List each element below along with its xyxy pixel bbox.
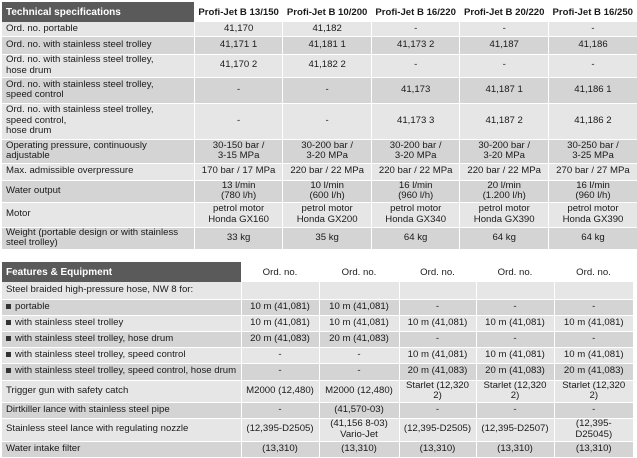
row-label bbox=[2, 331, 241, 347]
row-label bbox=[2, 36, 194, 54]
cell-value: - bbox=[319, 347, 399, 363]
table-row bbox=[2, 331, 633, 347]
cell-value: M2000 (12,480) bbox=[319, 380, 399, 402]
cell-value: - bbox=[548, 22, 637, 36]
bullet-square-icon bbox=[6, 352, 11, 357]
cell-value: (13,310) bbox=[554, 441, 633, 457]
row-label-text: with stainless steel trolley, speed control, hose drum bbox=[15, 365, 237, 377]
cell-value: - bbox=[399, 402, 476, 418]
table-row bbox=[2, 139, 637, 163]
row-label bbox=[2, 77, 194, 103]
row-label-text: portable bbox=[15, 300, 50, 312]
cell-value: 20 m (41,083) bbox=[476, 363, 554, 380]
cell-value: (13,310) bbox=[319, 441, 399, 457]
cell-value: - bbox=[371, 22, 460, 36]
cell-value: - bbox=[554, 299, 633, 315]
table-row bbox=[2, 22, 637, 36]
technical-specifications-table bbox=[2, 2, 637, 250]
cell-value: 41,187 1 bbox=[460, 77, 549, 103]
cell-value: 41,187 bbox=[460, 36, 549, 54]
model-heading: Profi-Jet B 20/220 bbox=[460, 2, 549, 22]
cell-value: petrol motor Honda GX340 bbox=[371, 202, 460, 227]
cell-value: 41,171 1 bbox=[194, 36, 283, 54]
row-label-text: Ord. no. with stainless steel trolley, hose drum bbox=[6, 54, 154, 76]
cell-value bbox=[476, 282, 554, 299]
model-heading: Profi-Jet B 16/250 bbox=[548, 2, 637, 22]
ord-no-heading: Ord. no. bbox=[241, 262, 319, 282]
cell-value: 33 kg bbox=[194, 227, 283, 249]
bullet-square-icon bbox=[6, 336, 11, 341]
cell-value: (12,395-D2505) bbox=[241, 418, 319, 441]
row-label-text: Ord. no. portable bbox=[6, 22, 78, 34]
table-row bbox=[2, 315, 633, 331]
cell-value: (12,395-D2507) bbox=[476, 418, 554, 441]
model-heading: Profi-Jet B 16/220 bbox=[371, 2, 460, 22]
cell-value: (12,395-D2505) bbox=[399, 418, 476, 441]
cell-value: 10 m (41,081) bbox=[319, 299, 399, 315]
cell-value: (13,310) bbox=[399, 441, 476, 457]
row-label-text: with stainless steel trolley, hose drum bbox=[15, 332, 174, 344]
cell-value: 220 bar / 22 MPa bbox=[371, 163, 460, 180]
cell-value: Starlet (12,320 2) bbox=[554, 380, 633, 402]
bullet-square-icon bbox=[6, 320, 11, 325]
cell-value: Starlet (12,320 2) bbox=[476, 380, 554, 402]
cell-value: - bbox=[194, 77, 283, 103]
cell-value: - bbox=[241, 347, 319, 363]
row-label-text: with stainless steel trolley bbox=[15, 316, 124, 328]
cell-value: 64 kg bbox=[371, 227, 460, 249]
ord-no-heading: Ord. no. bbox=[554, 262, 633, 282]
row-label bbox=[2, 347, 241, 363]
cell-value: Starlet (12,320 2) bbox=[399, 380, 476, 402]
table-row bbox=[2, 54, 637, 77]
table-row bbox=[2, 77, 637, 103]
cell-value: 41,182 2 bbox=[283, 54, 372, 77]
cell-value: 10 m (41,081) bbox=[399, 315, 476, 331]
row-label-text: Stainless steel lance with regulating nozzle bbox=[6, 423, 189, 435]
ord-no-heading: Ord. no. bbox=[476, 262, 554, 282]
cell-value: 10 m (41,081) bbox=[399, 347, 476, 363]
cell-value: 16 l/min (960 l/h) bbox=[371, 180, 460, 202]
bullet-square-icon bbox=[6, 304, 11, 309]
cell-value bbox=[319, 282, 399, 299]
section-title: Features & Equipment bbox=[2, 262, 241, 282]
cell-value: petrol motor Honda GX390 bbox=[460, 202, 549, 227]
cell-value: 10 m (41,081) bbox=[241, 315, 319, 331]
row-label bbox=[2, 363, 241, 380]
cell-value bbox=[241, 282, 319, 299]
cell-value: (41,156 8-03) Vario-Jet bbox=[319, 418, 399, 441]
row-label-text: Max. admissible overpressure bbox=[6, 165, 134, 177]
row-label-text: Weight (portable design or with stainless steel trolley) bbox=[6, 227, 179, 248]
cell-value: - bbox=[460, 22, 549, 36]
cell-value: 41,186 bbox=[548, 36, 637, 54]
features-header-row bbox=[2, 262, 633, 282]
table-row bbox=[2, 441, 633, 457]
cell-value bbox=[554, 282, 633, 299]
cell-value: 13 l/min (780 l/h) bbox=[194, 180, 283, 202]
cell-value: 41,173 2 bbox=[371, 36, 460, 54]
cell-value: 20 m (41,083) bbox=[554, 363, 633, 380]
cell-value: - bbox=[460, 54, 549, 77]
cell-value: 41,187 2 bbox=[460, 103, 549, 139]
table-row bbox=[2, 103, 637, 139]
cell-value: 41,170 bbox=[194, 22, 283, 36]
cell-value: 41,173 3 bbox=[371, 103, 460, 139]
cell-value: 220 bar / 22 MPa bbox=[460, 163, 549, 180]
features-equipment-table bbox=[2, 262, 633, 458]
cell-value: 170 bar / 17 MPa bbox=[194, 163, 283, 180]
row-label-text: Ord. no. with stainless steel trolley bbox=[6, 38, 152, 50]
cell-value: petrol motor Honda GX160 bbox=[194, 202, 283, 227]
cell-value: 10 l/min (600 l/h) bbox=[283, 180, 372, 202]
row-label bbox=[2, 163, 194, 180]
table-row bbox=[2, 347, 633, 363]
row-label-text: Dirtkiller lance with stainless steel pipe bbox=[6, 403, 170, 415]
cell-value: 20 m (41,083) bbox=[319, 331, 399, 347]
cell-value: 41,181 1 bbox=[283, 36, 372, 54]
cell-value: - bbox=[554, 402, 633, 418]
tech-header-row bbox=[2, 2, 637, 22]
row-label-text: Water output bbox=[6, 184, 61, 196]
table-row bbox=[2, 282, 633, 299]
cell-value: 30-150 bar / 3-15 MPa bbox=[194, 139, 283, 163]
cell-value: 64 kg bbox=[460, 227, 549, 249]
row-label bbox=[2, 180, 194, 202]
cell-value: - bbox=[548, 54, 637, 77]
cell-value: 270 bar / 27 MPa bbox=[548, 163, 637, 180]
cell-value: - bbox=[241, 402, 319, 418]
table-row bbox=[2, 227, 637, 249]
ord-no-heading: Ord. no. bbox=[319, 262, 399, 282]
cell-value: 35 kg bbox=[283, 227, 372, 249]
cell-value: 16 l/min (960 l/h) bbox=[548, 180, 637, 202]
row-label bbox=[2, 441, 241, 457]
cell-value: - bbox=[283, 77, 372, 103]
cell-value: - bbox=[241, 363, 319, 380]
cell-value: - bbox=[476, 299, 554, 315]
cell-value: 10 m (41,081) bbox=[476, 315, 554, 331]
row-label bbox=[2, 22, 194, 36]
cell-value: 20 m (41,083) bbox=[241, 331, 319, 347]
cell-value: 41,186 2 bbox=[548, 103, 637, 139]
row-label-text: Trigger gun with safety catch bbox=[6, 384, 129, 396]
table-row bbox=[2, 380, 633, 402]
row-label-text: Ord. no. with stainless steel trolley, speed control bbox=[6, 78, 154, 100]
row-label bbox=[2, 103, 194, 139]
cell-value: - bbox=[399, 299, 476, 315]
table-row bbox=[2, 418, 633, 441]
row-label bbox=[2, 315, 241, 331]
cell-value: (13,310) bbox=[241, 441, 319, 457]
model-heading: Profi-Jet B 10/200 bbox=[283, 2, 372, 22]
cell-value: 30-200 bar / 3-20 MPa bbox=[460, 139, 549, 163]
table-row bbox=[2, 363, 633, 380]
row-label-text: Water intake filter bbox=[6, 442, 81, 454]
bullet-square-icon bbox=[6, 368, 11, 373]
cell-value: 10 m (41,081) bbox=[476, 347, 554, 363]
table-row bbox=[2, 299, 633, 315]
cell-value: 41,173 bbox=[371, 77, 460, 103]
cell-value: 41,182 bbox=[283, 22, 372, 36]
cell-value: - bbox=[399, 331, 476, 347]
table-row bbox=[2, 180, 637, 202]
row-label bbox=[2, 54, 194, 77]
table-row bbox=[2, 36, 637, 54]
cell-value: - bbox=[319, 363, 399, 380]
table-row bbox=[2, 202, 637, 227]
cell-value: (12,395-D25045) bbox=[554, 418, 633, 441]
cell-value: M2000 (12,480) bbox=[241, 380, 319, 402]
row-label-text: Steel braided high-pressure hose, NW 8 for: bbox=[6, 284, 194, 295]
cell-value: 30-250 bar / 3-25 MPa bbox=[548, 139, 637, 163]
cell-value: - bbox=[476, 331, 554, 347]
row-label bbox=[2, 202, 194, 227]
row-label bbox=[2, 139, 194, 163]
row-label bbox=[2, 282, 241, 299]
cell-value: (41,570-03) bbox=[319, 402, 399, 418]
cell-value: 220 bar / 22 MPa bbox=[283, 163, 372, 180]
row-label bbox=[2, 227, 194, 249]
row-label bbox=[2, 299, 241, 315]
cell-value: 41,186 1 bbox=[548, 77, 637, 103]
cell-value: petrol motor Honda GX200 bbox=[283, 202, 372, 227]
cell-value: 64 kg bbox=[548, 227, 637, 249]
cell-value: 10 m (41,081) bbox=[554, 347, 633, 363]
cell-value: petrol motor Honda GX390 bbox=[548, 202, 637, 227]
table-row bbox=[2, 402, 633, 418]
row-label-text: Operating pressure, continuously adjustable bbox=[6, 139, 147, 161]
row-label-text: Ord. no. with stainless steel trolley, speed control, hose drum bbox=[6, 104, 154, 137]
model-heading: Profi-Jet B 13/150 bbox=[194, 2, 283, 22]
section-title: Technical specifications bbox=[2, 2, 194, 22]
cell-value: 30-200 bar / 3-20 MPa bbox=[283, 139, 372, 163]
cell-value bbox=[399, 282, 476, 299]
row-label bbox=[2, 418, 241, 441]
cell-value: - bbox=[194, 103, 283, 139]
row-label bbox=[2, 380, 241, 402]
cell-value: - bbox=[476, 402, 554, 418]
cell-value: 30-200 bar / 3-20 MPa bbox=[371, 139, 460, 163]
cell-value: 10 m (41,081) bbox=[241, 299, 319, 315]
ord-no-heading: Ord. no. bbox=[399, 262, 476, 282]
cell-value: 20 m (41,083) bbox=[399, 363, 476, 380]
table-row bbox=[2, 163, 637, 180]
cell-value: (13,310) bbox=[476, 441, 554, 457]
cell-value: - bbox=[371, 54, 460, 77]
row-label-text: with stainless steel trolley, speed control bbox=[15, 348, 186, 360]
row-label-text: Motor bbox=[6, 208, 31, 220]
cell-value: 10 m (41,081) bbox=[319, 315, 399, 331]
cell-value: 41,170 2 bbox=[194, 54, 283, 77]
cell-value: 10 m (41,081) bbox=[554, 315, 633, 331]
cell-value: - bbox=[554, 331, 633, 347]
cell-value: 20 l/min (1.200 l/h) bbox=[460, 180, 549, 202]
cell-value: - bbox=[283, 103, 372, 139]
row-label bbox=[2, 402, 241, 418]
